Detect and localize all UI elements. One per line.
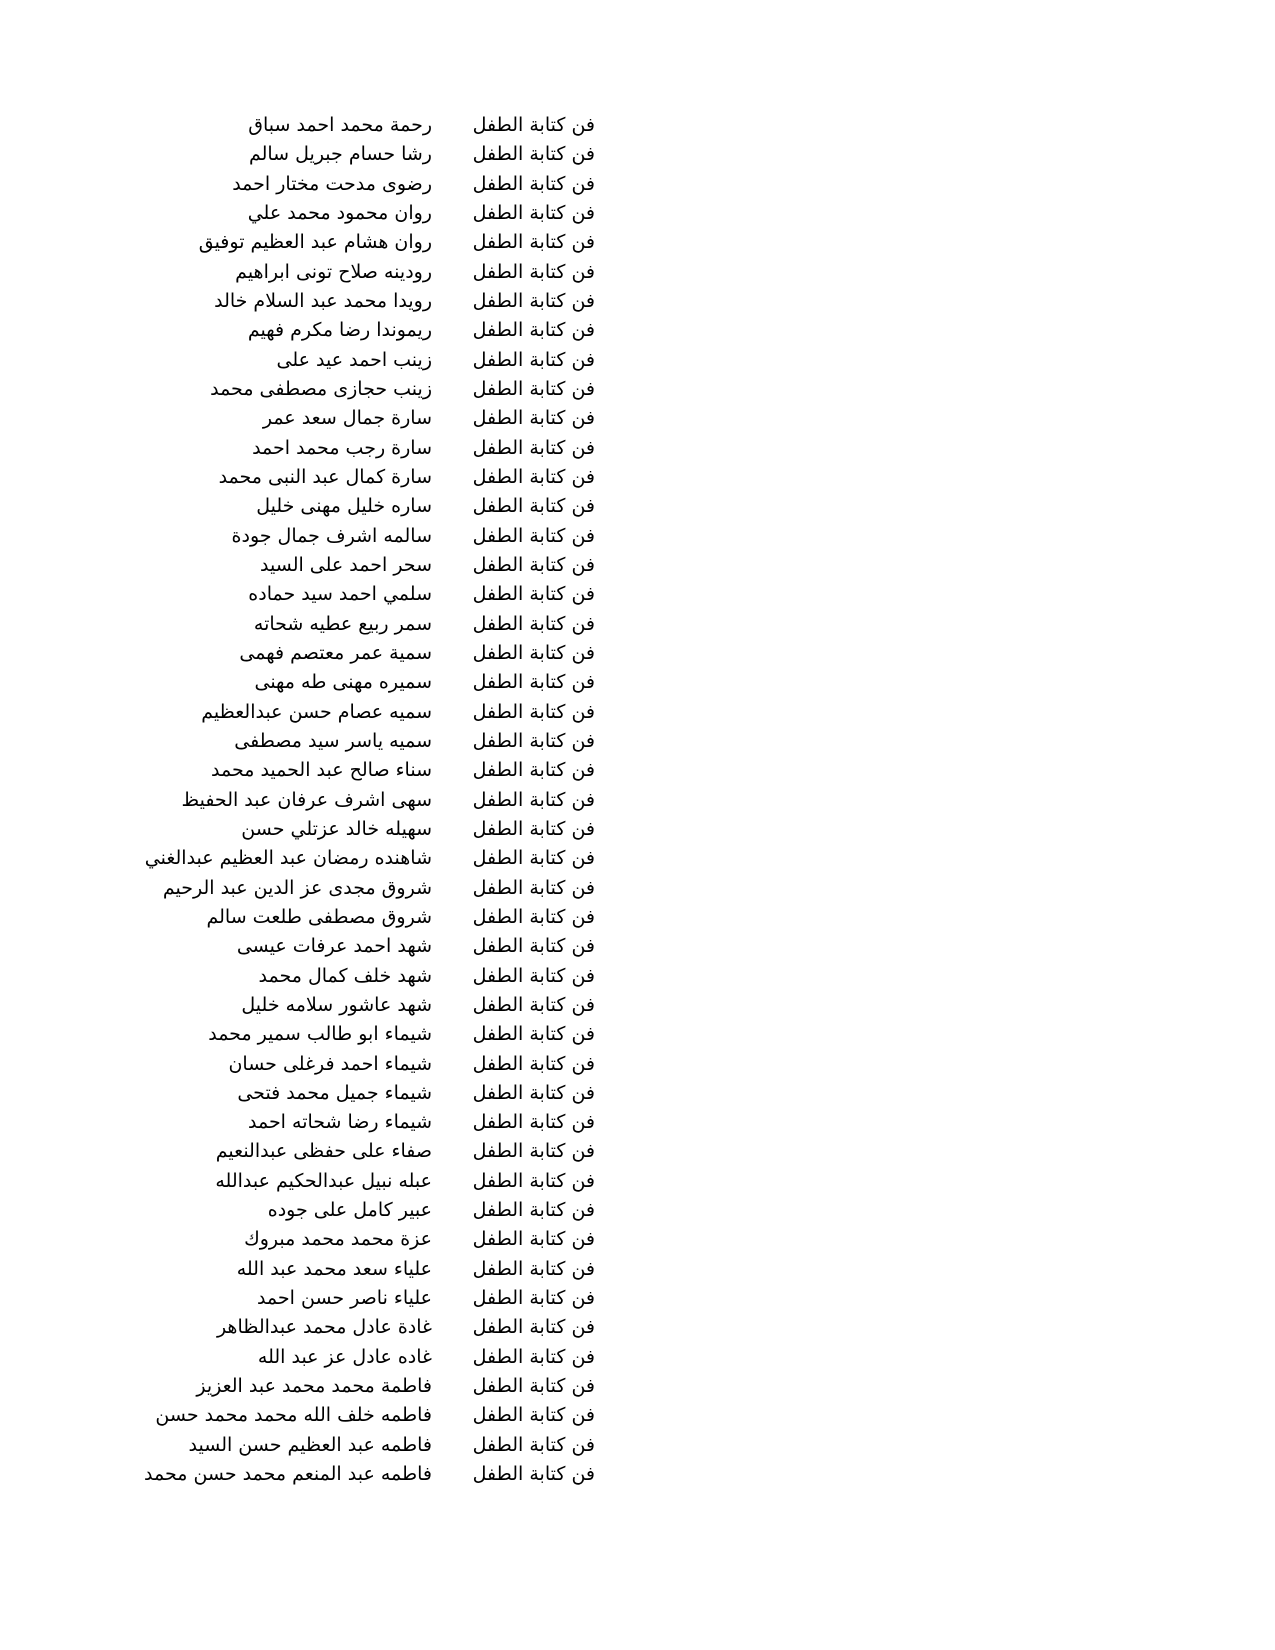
student-name: سميه عصام حسن عبدالعظيم (201, 700, 432, 723)
roster-row (0, 1108, 1275, 1137)
student-name: شهد احمد عرفات عيسى (236, 935, 432, 958)
roster-row (0, 140, 1275, 169)
course-name: فن كتابة الطفل (472, 964, 595, 987)
course-name: فن كتابة الطفل (472, 905, 595, 928)
course-name: فن كتابة الطفل (472, 1433, 595, 1456)
course-name: فن كتابة الطفل (472, 1169, 595, 1192)
student-name: شيماء جميل محمد فتحى (237, 1081, 432, 1104)
student-name: روان هشام عبد العظيم توفيق (198, 231, 432, 254)
roster-row (0, 1401, 1275, 1430)
course-name: فن كتابة الطفل (472, 1375, 595, 1398)
student-name: سميه ياسر سيد مصطفى (234, 729, 432, 752)
course-name: فن كتابة الطفل (472, 319, 595, 342)
student-name: سمر ربيع عطيه شحاته (253, 612, 432, 635)
student-name: ساره خليل مهنى خليل (256, 495, 432, 518)
course-name: فن كتابة الطفل (472, 143, 595, 166)
roster-row (0, 874, 1275, 903)
roster-row (0, 639, 1275, 668)
roster-row (0, 1343, 1275, 1372)
roster-row (0, 815, 1275, 844)
course-name: فن كتابة الطفل (472, 788, 595, 811)
course-name: فن كتابة الطفل (472, 377, 595, 400)
course-name: فن كتابة الطفل (472, 1023, 595, 1046)
student-name: رويدا محمد عبد السلام خالد (214, 289, 432, 312)
course-name: فن كتابة الطفل (472, 348, 595, 371)
roster-row (0, 346, 1275, 375)
roster-row (0, 1431, 1275, 1460)
student-roster (0, 111, 1275, 1489)
student-name: رودينه صلاح تونى ابراهيم (235, 260, 432, 283)
student-name: شروق مجدى عز الدين عبد الرحيم (162, 876, 432, 899)
roster-row (0, 1313, 1275, 1342)
course-name: فن كتابة الطفل (472, 993, 595, 1016)
course-name: فن كتابة الطفل (472, 1199, 595, 1222)
student-name: زينب حجازى مصطفى محمد (210, 377, 432, 400)
course-name: فن كتابة الطفل (472, 465, 595, 488)
student-name: سهى اشرف عرفان عبد الحفيظ (181, 788, 432, 811)
roster-row (0, 844, 1275, 873)
student-name: سالمه اشرف جمال جودة (231, 524, 432, 547)
course-name: فن كتابة الطفل (472, 1316, 595, 1339)
course-name: فن كتابة الطفل (472, 1463, 595, 1486)
student-name: غاده عادل عز عبد الله (257, 1345, 432, 1368)
student-name: سهيله خالد عزتلي حسن (241, 817, 432, 840)
student-name: سارة رجب محمد احمد (252, 436, 432, 459)
roster-row (0, 698, 1275, 727)
course-name: فن كتابة الطفل (472, 1140, 595, 1163)
roster-row (0, 492, 1275, 521)
roster-row (0, 727, 1275, 756)
roster-row (0, 962, 1275, 991)
course-name: فن كتابة الطفل (472, 1111, 595, 1134)
course-name: فن كتابة الطفل (472, 524, 595, 547)
course-name: فن كتابة الطفل (472, 1404, 595, 1427)
course-name: فن كتابة الطفل (472, 495, 595, 518)
student-name: شهد عاشور سلامه خليل (241, 993, 432, 1016)
roster-row (0, 434, 1275, 463)
roster-row (0, 1020, 1275, 1049)
roster-row (0, 1284, 1275, 1313)
roster-row (0, 287, 1275, 316)
roster-row (0, 228, 1275, 257)
student-name: شيماء احمد فرغلى حسان (228, 1052, 432, 1075)
student-name: شيماء ابو طالب سمير محمد (208, 1023, 432, 1046)
course-name: فن كتابة الطفل (472, 935, 595, 958)
roster-row (0, 463, 1275, 492)
course-name: فن كتابة الطفل (472, 847, 595, 870)
student-name: فاطمه عبد العظيم حسن السيد (188, 1433, 432, 1456)
student-name: ريموندا رضا مكرم فهيم (247, 319, 432, 342)
roster-row (0, 1079, 1275, 1108)
roster-row (0, 170, 1275, 199)
roster-row (0, 991, 1275, 1020)
student-name: فاطمه عبد المنعم محمد حسن محمد (144, 1463, 432, 1486)
course-name: فن كتابة الطفل (472, 817, 595, 840)
roster-row (0, 316, 1275, 345)
student-name: رضوى مدحت مختار احمد (232, 172, 432, 195)
student-name: فاطمة محمد محمد عبد العزيز (196, 1375, 432, 1398)
student-name: سناء صالح عبد الحميد محمد (211, 759, 432, 782)
student-name: شيماء رضا شحاته احمد (247, 1111, 432, 1134)
student-name: سميره مهنى طه مهنى (254, 671, 432, 694)
roster-row (0, 1255, 1275, 1284)
student-name: زينب احمد عيد على (276, 348, 432, 371)
roster-row (0, 1137, 1275, 1166)
roster-row (0, 522, 1275, 551)
student-name: عزة محمد محمد مبروك (244, 1228, 432, 1251)
student-name: شاهنده رمضان عبد العظيم عبدالغني (144, 847, 432, 870)
roster-row (0, 111, 1275, 140)
course-name: فن كتابة الطفل (472, 553, 595, 576)
course-name: فن كتابة الطفل (472, 612, 595, 635)
roster-row (0, 551, 1275, 580)
course-name: فن كتابة الطفل (472, 201, 595, 224)
roster-row (0, 932, 1275, 961)
student-name: روان محمود محمد علي (247, 201, 432, 224)
student-name: علياء ناصر حسن احمد (256, 1287, 432, 1310)
course-name: فن كتابة الطفل (472, 729, 595, 752)
roster-row (0, 1372, 1275, 1401)
course-name: فن كتابة الطفل (472, 1081, 595, 1104)
student-name: شهد خلف كمال محمد (258, 964, 432, 987)
course-name: فن كتابة الطفل (472, 260, 595, 283)
roster-row (0, 903, 1275, 932)
student-name: عبله نبيل عبدالحكيم عبدالله (215, 1169, 432, 1192)
student-name: سمية عمر معتصم فهمى (239, 641, 432, 664)
student-name: فاطمه خلف الله محمد محمد حسن (155, 1404, 432, 1427)
roster-row (0, 375, 1275, 404)
course-name: فن كتابة الطفل (472, 114, 595, 136)
roster-row (0, 1050, 1275, 1079)
roster-row (0, 1460, 1275, 1489)
course-name: فن كتابة الطفل (472, 289, 595, 312)
roster-row (0, 756, 1275, 785)
course-name: فن كتابة الطفل (472, 407, 595, 430)
student-name: شروق مصطفى طلعت سالم (206, 905, 432, 928)
student-name: غادة عادل محمد عبدالظاهر (216, 1316, 432, 1339)
course-name: فن كتابة الطفل (472, 1345, 595, 1368)
roster-row (0, 668, 1275, 697)
course-name: فن كتابة الطفل (472, 759, 595, 782)
course-name: فن كتابة الطفل (472, 1287, 595, 1310)
roster-row (0, 1225, 1275, 1254)
student-name: صفاء على حفظى عبدالنعيم (215, 1140, 432, 1163)
student-name: سارة جمال سعد عمر (262, 407, 432, 430)
course-name: فن كتابة الطفل (472, 876, 595, 899)
student-name: علياء سعد محمد عبد الله (236, 1257, 432, 1280)
roster-row (0, 610, 1275, 639)
course-name: فن كتابة الطفل (472, 436, 595, 459)
course-name: فن كتابة الطفل (472, 700, 595, 723)
roster-row (0, 199, 1275, 228)
course-name: فن كتابة الطفل (472, 1257, 595, 1280)
course-name: فن كتابة الطفل (472, 1052, 595, 1075)
course-name: فن كتابة الطفل (472, 172, 595, 195)
roster-row (0, 786, 1275, 815)
student-name: رشا حسام جبريل سالم (248, 143, 432, 166)
student-name: سلمي احمد سيد حماده (248, 583, 432, 606)
roster-row (0, 258, 1275, 287)
course-name: فن كتابة الطفل (472, 671, 595, 694)
course-name: فن كتابة الطفل (472, 583, 595, 606)
course-name: فن كتابة الطفل (472, 641, 595, 664)
roster-row (0, 580, 1275, 609)
student-name: سارة كمال عبد النبى محمد (218, 465, 432, 488)
student-name: عبير كامل على جوده (267, 1199, 432, 1222)
student-name: رحمة محمد احمد سباق (248, 114, 432, 136)
course-name: فن كتابة الطفل (472, 1228, 595, 1251)
student-name: سحر احمد على السيد (260, 553, 432, 576)
roster-row (0, 1167, 1275, 1196)
roster-row (0, 1196, 1275, 1225)
roster-row (0, 404, 1275, 433)
course-name: فن كتابة الطفل (472, 231, 595, 254)
